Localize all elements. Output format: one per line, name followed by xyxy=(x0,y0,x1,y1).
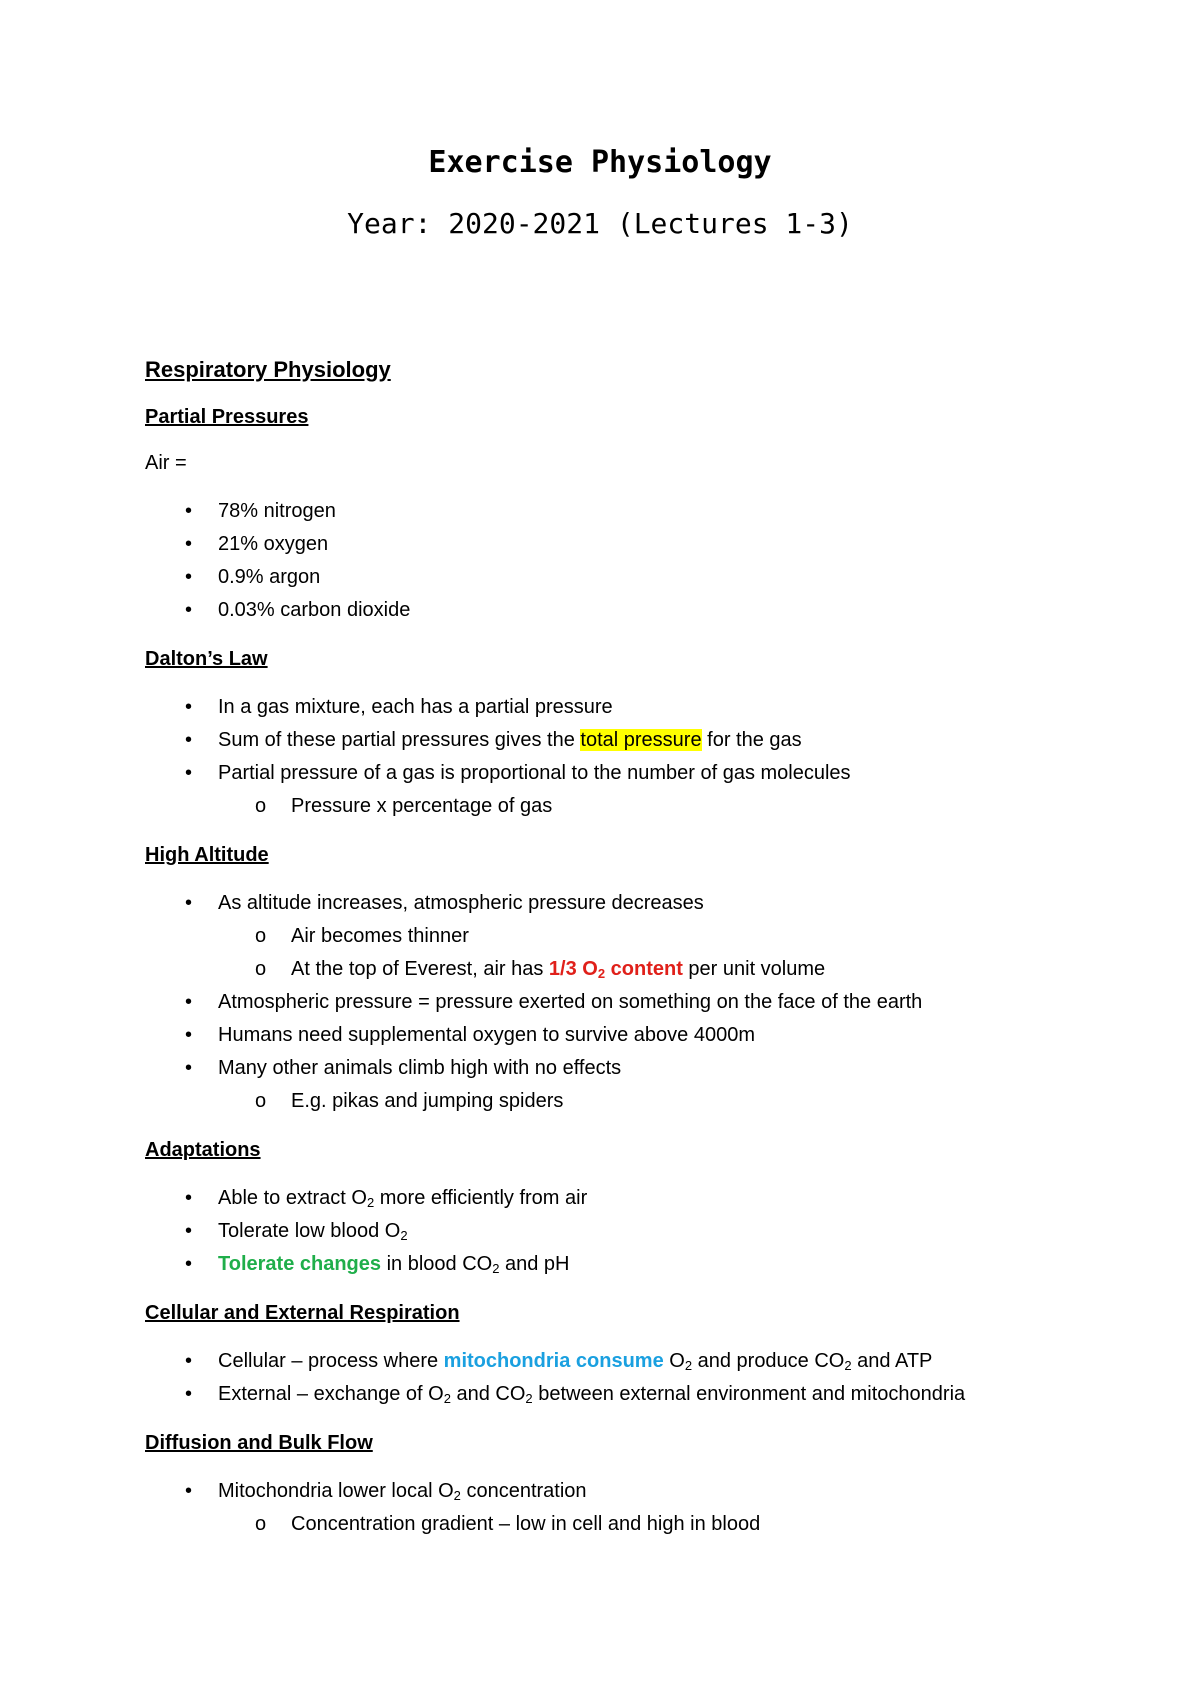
list-item-text: for the gas xyxy=(701,729,802,751)
section-heading-cellular-external: Cellular and External Respiration xyxy=(145,1302,460,1324)
list-item xyxy=(145,1248,1075,1281)
red-emphasis-text xyxy=(549,958,683,980)
list-item-text: Pressure x percentage of gas xyxy=(291,795,553,817)
bullet-icon: • xyxy=(185,1220,193,1242)
list-item-text: Mitochondria lower local O xyxy=(218,1480,454,1502)
sub-list-item xyxy=(145,953,1075,986)
bullet-icon: • xyxy=(185,696,193,718)
list-item-text: Atmospheric pressure = pressure exerted on something on the face of the earth xyxy=(218,991,923,1013)
list-item-text: As altitude increases, atmospheric pressure decreases xyxy=(218,892,704,914)
list-item-text: per unit volume xyxy=(682,958,826,980)
list-item-text: E.g. pikas and jumping spiders xyxy=(291,1090,564,1112)
bullet-icon: • xyxy=(185,566,193,588)
list-item xyxy=(145,594,1075,627)
adaptations-list xyxy=(145,1182,1075,1281)
list-item-text: and ATP xyxy=(851,1350,933,1372)
list-item-text: O xyxy=(663,1350,685,1372)
sub-bullet-icon: o xyxy=(255,795,267,817)
list-item-text: Concentration gradient – low in cell and high in blood xyxy=(291,1513,761,1535)
daltons-law-list xyxy=(145,691,1075,823)
list-item-text: External – exchange of O xyxy=(218,1383,444,1405)
list-item xyxy=(145,986,1075,1019)
list-item-text: 21% oxygen xyxy=(218,533,329,555)
diffusion-list xyxy=(145,1475,1075,1541)
list-item xyxy=(145,1378,1075,1411)
list-item-text: Humans need supplemental oxygen to survive above 4000m xyxy=(218,1024,755,1046)
list-item-text: Partial pressure of a gas is proportional to the number of gas molecules xyxy=(218,762,851,784)
section-heading-partial-pressures: Partial Pressures xyxy=(145,406,309,428)
list-item-text: and produce CO xyxy=(692,1350,845,1372)
bullet-icon: • xyxy=(185,1480,193,1502)
bullet-icon: • xyxy=(185,500,193,522)
air-intro: Air = xyxy=(145,452,187,474)
list-item xyxy=(145,691,1075,724)
list-item xyxy=(145,561,1075,594)
list-item-text: more efficiently from air xyxy=(374,1187,588,1209)
list-item xyxy=(145,757,1075,790)
list-item xyxy=(145,1182,1075,1215)
list-item-text: Many other animals climb high with no effects xyxy=(218,1057,622,1079)
section-heading-adaptations: Adaptations xyxy=(145,1139,261,1161)
bullet-icon: • xyxy=(185,1187,193,1209)
subscript: 2 xyxy=(443,1391,451,1406)
list-item-text: Able to extract O xyxy=(218,1187,367,1209)
bullet-icon: • xyxy=(185,1253,193,1275)
list-item-text: 78% nitrogen xyxy=(218,500,336,522)
section-heading-respiratory: Respiratory Physiology xyxy=(145,357,391,382)
list-item xyxy=(145,1215,1075,1248)
sub-bullet-icon: o xyxy=(255,1090,267,1112)
subscript: 2 xyxy=(844,1358,852,1373)
bullet-icon: • xyxy=(185,1350,193,1372)
list-item-text: and CO xyxy=(450,1383,526,1405)
section-heading-diffusion: Diffusion and Bulk Flow xyxy=(145,1432,373,1454)
list-item xyxy=(145,887,1075,920)
list-item-text: In a gas mixture, each has a partial pressure xyxy=(218,696,613,718)
section-heading-high-altitude: High Altitude xyxy=(145,844,269,866)
sub-list-item xyxy=(145,1085,1075,1118)
list-item xyxy=(145,1345,1075,1378)
sub-bullet-icon: o xyxy=(255,958,267,980)
list-item-text: At the top of Everest, air has xyxy=(291,958,549,980)
list-item xyxy=(145,1475,1075,1508)
sub-list-item xyxy=(145,790,1075,823)
air-composition-list xyxy=(145,495,1075,627)
sub-list-item xyxy=(145,1508,1075,1541)
bullet-icon: • xyxy=(185,1383,193,1405)
blue-emphasis-text: mitochondria consume xyxy=(443,1350,664,1372)
list-item-text: Air becomes thinner xyxy=(291,925,469,947)
highlighted-text: total pressure xyxy=(580,729,702,751)
subscript: 2 xyxy=(453,1488,461,1503)
subscript: 2 xyxy=(597,966,606,981)
bullet-icon: • xyxy=(185,599,193,621)
list-item xyxy=(145,1019,1075,1052)
list-item-text: 0.9% argon xyxy=(218,566,321,588)
subscript: 2 xyxy=(366,1195,375,1210)
subscript: 2 xyxy=(684,1358,693,1373)
list-item xyxy=(145,495,1075,528)
list-item-text: Cellular – process where xyxy=(218,1350,444,1372)
list-item xyxy=(145,724,1075,757)
list-item-text: Sum of these partial pressures gives the xyxy=(218,729,581,751)
sub-bullet-icon: o xyxy=(255,925,267,947)
cellular-external-list xyxy=(145,1345,1075,1411)
document-body xyxy=(145,355,1075,1559)
sub-bullet-icon: o xyxy=(255,1513,267,1535)
high-altitude-list xyxy=(145,887,1075,1118)
list-item xyxy=(145,1052,1075,1085)
subscript: 2 xyxy=(400,1228,408,1243)
bullet-icon: • xyxy=(185,762,193,784)
list-item-text: 0.03% carbon dioxide xyxy=(218,599,411,621)
subscript: 2 xyxy=(492,1261,500,1276)
list-item xyxy=(145,528,1075,561)
red-emphasis-part: 1/3 O xyxy=(548,958,598,980)
bullet-icon: • xyxy=(185,991,193,1013)
sub-list-item xyxy=(145,920,1075,953)
document-subtitle: Year: 2020-2021 (Lectures 1-3) xyxy=(347,207,853,240)
list-item-text: between external environment and mitochondria xyxy=(532,1383,966,1405)
list-item-text: in blood CO xyxy=(381,1253,493,1275)
section-heading-daltons-law: Dalton’s Law xyxy=(145,648,268,670)
list-item-text: concentration xyxy=(460,1480,587,1502)
list-item-text: Tolerate low blood O xyxy=(218,1220,401,1242)
list-item-text: and pH xyxy=(499,1253,570,1275)
bullet-icon: • xyxy=(185,1024,193,1046)
red-emphasis-part: content xyxy=(605,958,683,980)
bullet-icon: • xyxy=(185,729,193,751)
bullet-icon: • xyxy=(185,892,193,914)
green-emphasis-text: Tolerate changes xyxy=(218,1253,382,1275)
subscript: 2 xyxy=(525,1391,533,1406)
bullet-icon: • xyxy=(185,533,193,555)
document-title: Exercise Physiology xyxy=(428,145,772,180)
bullet-icon: • xyxy=(185,1057,193,1079)
